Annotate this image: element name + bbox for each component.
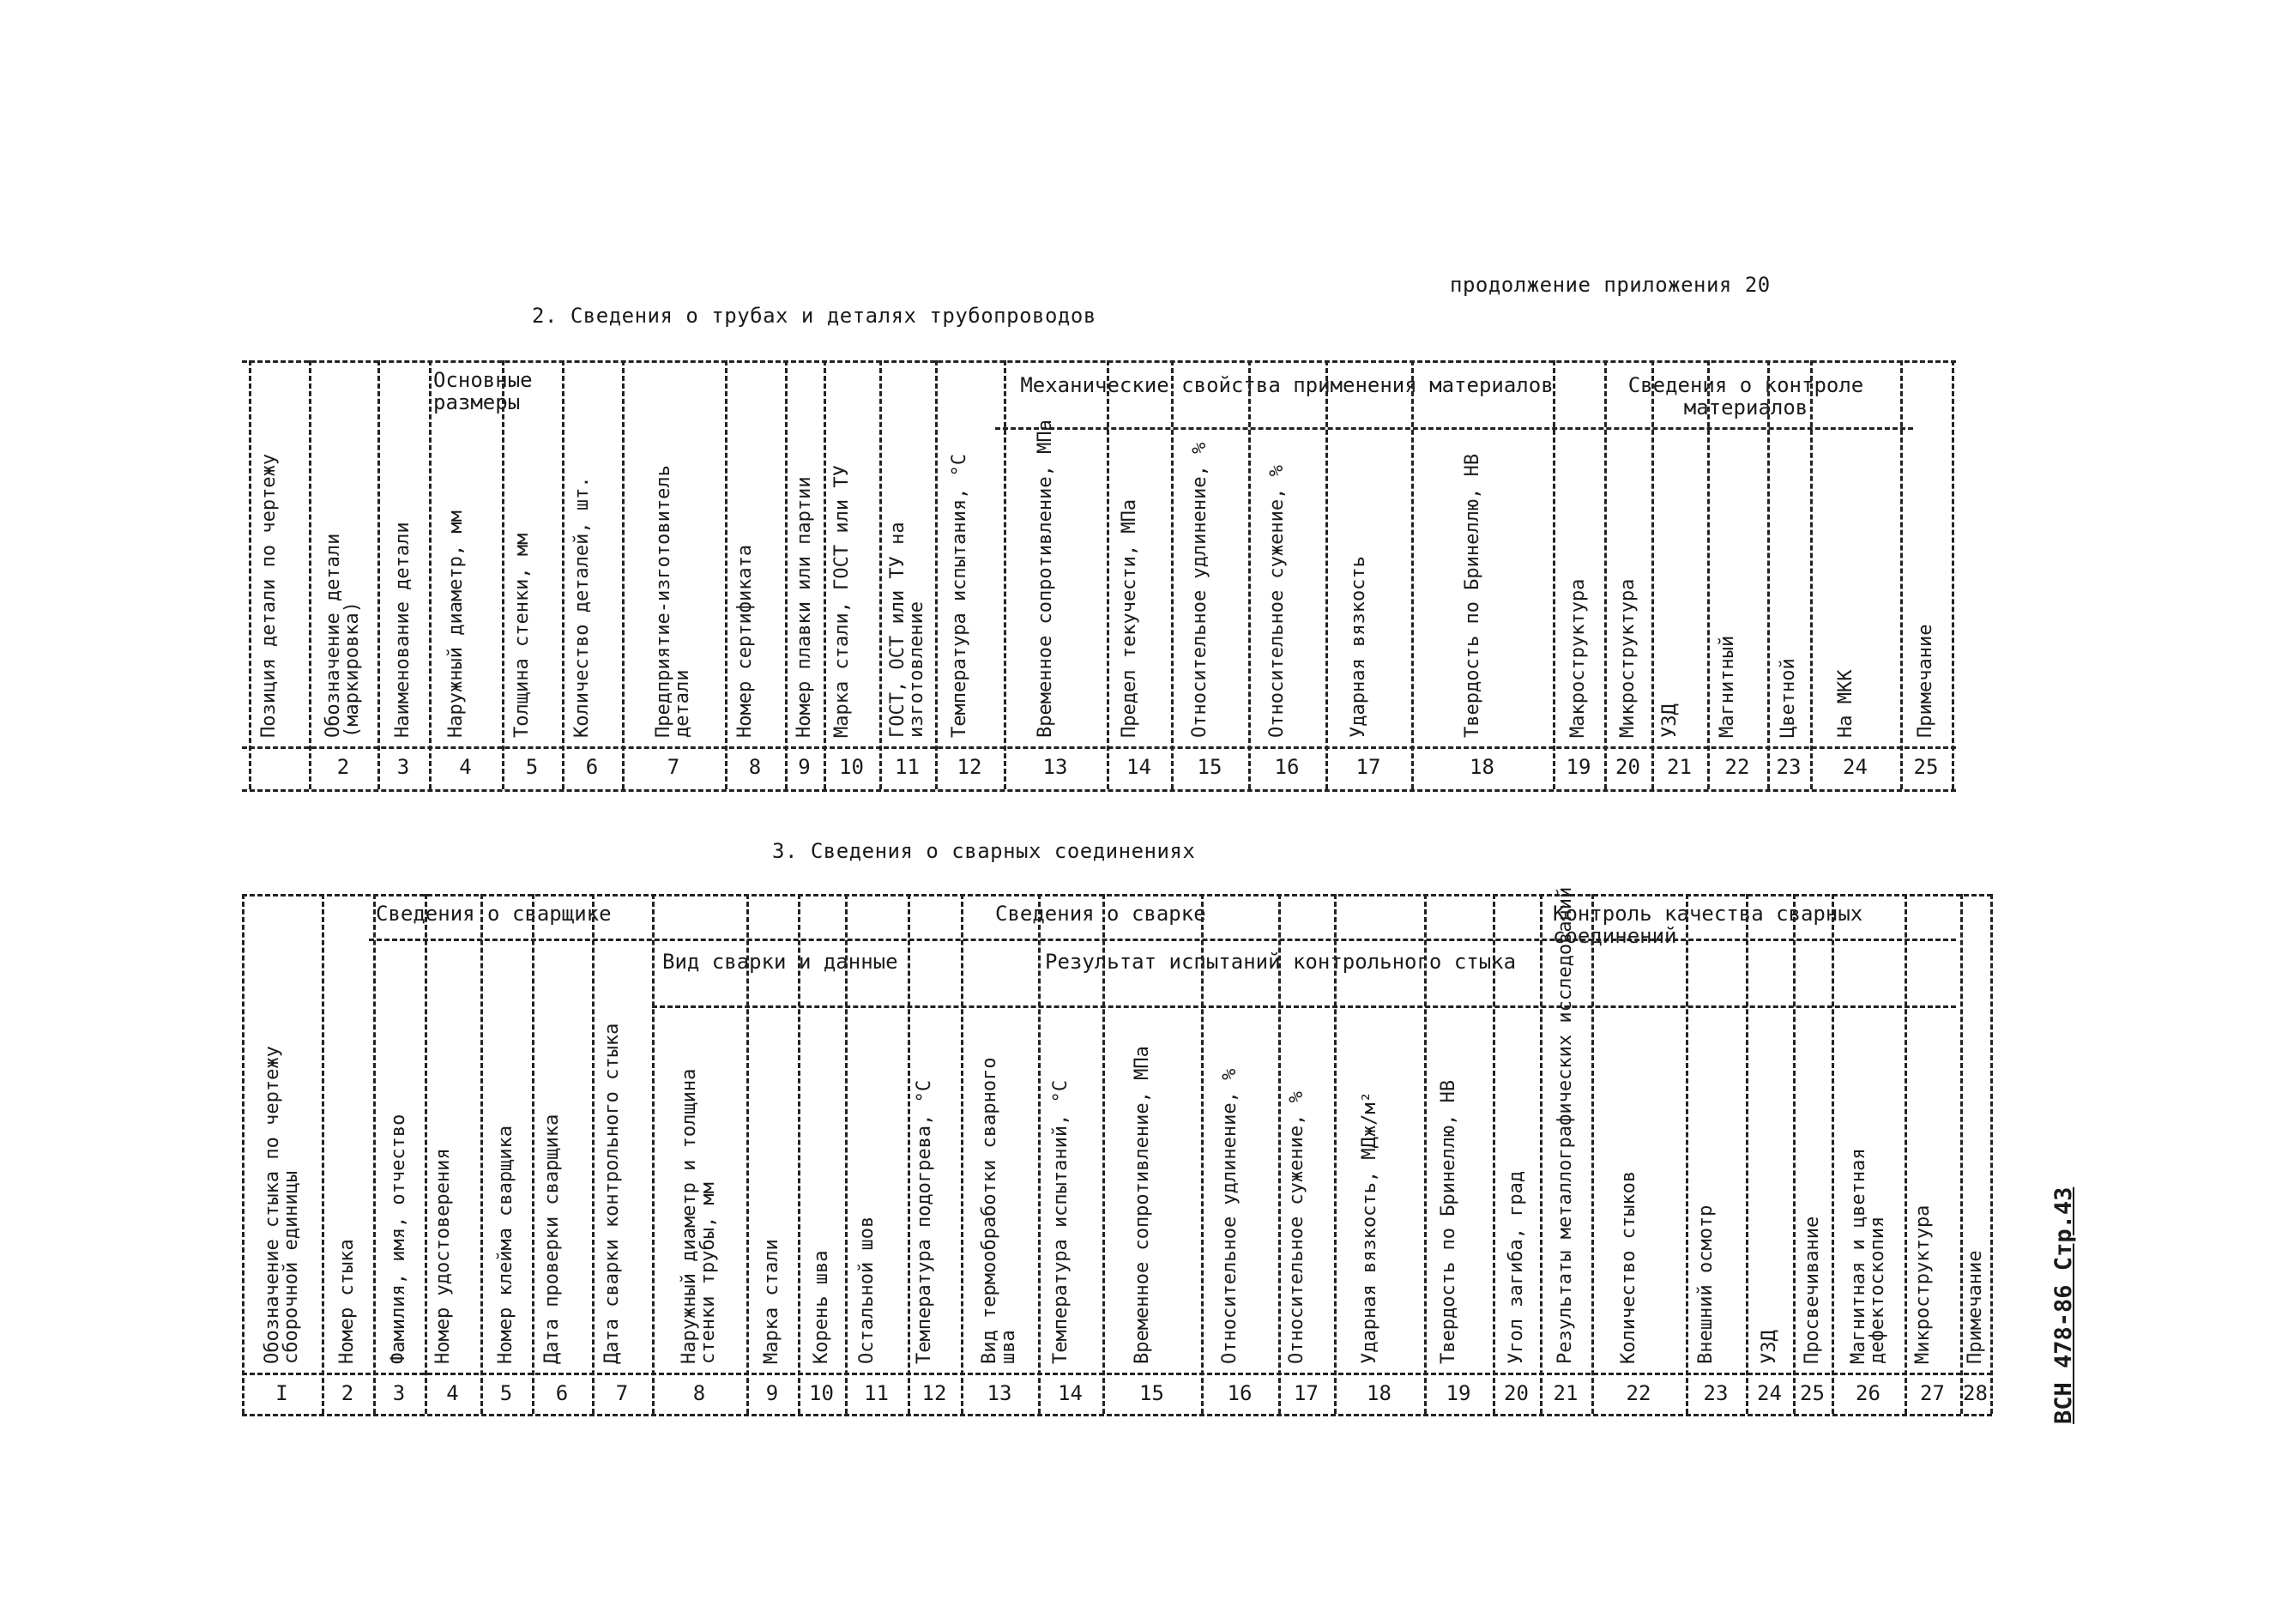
grid-line [798,894,800,1414]
grid-line [1201,894,1204,1414]
table3-column-number: 18 [1367,1381,1392,1405]
table2-column-header: Толщина стенки, мм [511,533,533,738]
table3-title: 3. Сведения о сварных соединениях [772,839,1196,863]
table2-column-number: 10 [839,755,864,779]
table2-column-header: Магнитный [1717,635,1738,738]
grid-line [1248,360,1251,789]
table2-column-header: Твердость по Бринеллю, НВ [1461,453,1483,738]
table2-column-number: 17 [1355,755,1381,779]
side-page-code: ВСН 478-86 Стр.43 [2050,1186,2077,1424]
table3-column-header: Остальной шов [855,1216,878,1364]
table3-column-header: Номер стыка [336,1239,358,1364]
table2-column-number: 19 [1566,755,1591,779]
grid-line [1832,894,1834,1414]
table2-column-number: 13 [1042,755,1068,779]
table2-column-number: 23 [1776,755,1802,779]
table2-column-header: Температура испытания, °C [949,453,970,738]
grid-line [1334,894,1337,1414]
grid-line [1686,894,1688,1414]
grid-line [1424,894,1427,1414]
grid-line [1793,894,1796,1414]
table3-column-number: 8 [692,1381,706,1405]
grid-line [1325,360,1328,789]
table2-column-number: 5 [525,755,539,779]
table3-column-header: Марка стали [761,1239,782,1364]
table3-column-number: 26 [1856,1381,1881,1405]
table3-column-header: Вид термообработки сварного шва [979,1057,1019,1364]
table2-group-control: Сведения о контроле материалов [1627,373,1864,420]
table3-column-header: Обозначение стыка по чертежу сборочной единицы [261,1046,302,1364]
table2-column-header: Количество деталей, шт. [571,476,593,738]
table2-column-header: Относительное сужение, % [1266,465,1288,738]
grid-line [502,360,504,789]
table3-column-number: I [275,1381,288,1405]
grid-line [1952,360,1954,789]
grid-line [1004,360,1006,789]
table3-column-header: Примечание [1964,1250,1986,1364]
table3-column-number: 22 [1626,1381,1651,1405]
table2-group-dimensions: Основные размеры [433,368,533,414]
grid-line [532,894,534,1414]
table2-column-number: 8 [748,755,762,779]
table2-column-number: 2 [336,755,350,779]
grid-line [429,360,432,789]
table3-group-welder: Сведения о сварщике [376,902,612,926]
table3-column-header: Микроструктура [1911,1204,1934,1364]
table3-column-header: Дата проверки сварщика [541,1114,563,1364]
table2-column-header: Позиция детали по чертежу [258,453,280,738]
grid-line [249,360,251,789]
table2-column-header: УЗД [1658,703,1681,738]
grid-line [425,894,427,1414]
table2-column-number: 9 [798,755,811,779]
grid-line [1990,894,1993,1414]
table3-column-header: Количество стыков [1618,1170,1639,1364]
table2-column-header: Номер плавки или партии [793,476,815,738]
table3-group-welding: Сведения о сварке [995,902,1206,926]
grid-line [1604,360,1607,789]
table2-column-number: 21 [1667,755,1692,779]
grid-line [1171,360,1174,789]
table3-column-number: 21 [1553,1381,1579,1405]
grid-line [592,894,595,1414]
grid-line [845,894,848,1414]
table3-group-type: Вид сварки и данные [662,950,898,974]
table2-column-number: 18 [1470,755,1494,779]
table3-column-number: 10 [809,1381,834,1405]
table2-column-number: 24 [1843,755,1868,779]
grid-line [1493,894,1495,1414]
table2-column-number: 15 [1197,755,1222,779]
table3-column-header: Номер удостоверения [432,1148,454,1364]
grid-line [622,360,625,789]
grid-line [1905,894,1907,1414]
grid-line [1553,360,1555,789]
table2-column-header: Макроструктура [1567,578,1589,738]
grid-line [1411,360,1414,789]
grid-line [322,894,324,1414]
table3-group-control: Контроль качества сварных соединений [1553,902,1863,948]
table2-group-mechanical: Механические свойства применения материалов [1020,373,1554,397]
table2-column-number: 3 [396,755,410,779]
grid-line [1540,894,1542,1414]
table2-column-number: 14 [1126,755,1151,779]
table2-column-number: 4 [459,755,472,779]
grid-line [1767,360,1770,789]
table2-column-header: Обозначение детали (маркировка) [323,533,363,738]
table3-column-header: УЗД [1758,1330,1780,1364]
table3-column-header: Относительное сужение, % [1285,1091,1307,1364]
grid-line [1102,894,1105,1414]
table3-column-header: Результаты металлографических исследований [1555,886,1576,1364]
table3-column-number: 9 [765,1381,779,1405]
table3-column-header: Внешний осмотр [1695,1204,1717,1364]
continuation-caption: продолжение приложения 20 [1450,273,1771,297]
grid-line [1278,894,1281,1414]
table3-column-header: Температура подогрева, °C [914,1079,935,1364]
table2-title: 2. Сведения о трубах и деталях трубопроводов [532,304,1096,328]
table3-column-number: 15 [1139,1381,1164,1405]
table2-column-number: 16 [1274,755,1300,779]
table3-column-number: 14 [1058,1381,1083,1405]
table3-column-number: 23 [1703,1381,1729,1405]
table3-column-number: 19 [1446,1381,1471,1405]
table2-column-number: 12 [957,755,982,779]
table3-column-header: Просвечивание [1801,1216,1823,1364]
table3-column-number: 2 [341,1381,354,1405]
table3-column-header: Температура испытаний, °C [1049,1079,1072,1364]
grid-line [961,894,963,1414]
table3-column-header: Номер клейма сварщика [495,1125,516,1364]
grid-line [879,360,882,789]
table2-column-header: На МКК [1834,669,1856,738]
grid-line [652,894,655,1414]
grid-line [785,360,788,789]
grid-line [824,360,826,789]
table3-column-number: 20 [1504,1381,1529,1405]
grid-line [908,894,910,1414]
table3-column-number: 4 [446,1381,459,1405]
table2-column-header: Номер сертификата [734,544,756,738]
table3-column-header: Относительное удлинение, % [1219,1068,1241,1364]
table3-column-number: 7 [615,1381,629,1405]
table3-column-header: Твердость по Бринеллю, НВ [1438,1079,1459,1364]
table3-column-number: 17 [1294,1381,1319,1405]
grid-line [1746,894,1748,1414]
table2-column-header: ГОСТ, ОСТ или ТУ на изготовление [886,522,927,738]
table2-column-number: 22 [1724,755,1750,779]
table2-column-header: Ударная вязкость [1348,556,1369,738]
table3-column-number: 5 [499,1381,513,1405]
grid-line [935,360,938,789]
table2-column-number: 20 [1615,755,1640,779]
table3-column-number: 3 [392,1381,406,1405]
table3-column-number: 25 [1800,1381,1825,1405]
table2-column-header: Примечание [1915,624,1936,738]
table3-column-header: Фамилия, имя, отчество [388,1114,409,1364]
grid-line [562,360,564,789]
grid-line [1107,360,1109,789]
table2-column-header: Наружный диаметр, мм [444,510,467,738]
table3-column-number: 11 [864,1381,889,1405]
table2-column-header: Марка стали, ГОСТ или ТУ [830,465,853,738]
grid-line [1960,894,1963,1414]
grid-line [242,894,244,1414]
table2-column-number: 7 [667,755,680,779]
table3-column-number: 24 [1757,1381,1782,1405]
grid-line [1900,360,1903,789]
grid-line [746,894,749,1414]
table3-column-header: Корень шва [810,1250,832,1364]
table2-column-header: Наименование детали [392,522,414,738]
grid-line [1038,894,1041,1414]
table3-column-number: 27 [1920,1381,1945,1405]
grid-line [725,360,727,789]
grid-line [1651,360,1654,789]
grid-line [1591,894,1594,1414]
table3-column-number: 6 [555,1381,569,1405]
grid-line [1810,360,1813,789]
table3-column-number: 13 [987,1381,1012,1405]
table3-column-header: Наружный диаметр и толщина стенки трубы, мм [679,1068,719,1364]
table2-column-header: Микроструктура [1616,578,1639,738]
table3-column-header: Временное сопротивление, МПа [1131,1046,1153,1364]
table3-column-header: Ударная вязкость, МДж/м² [1358,1091,1380,1364]
table2-column-header: Цветной [1778,658,1799,738]
table2-column-number: 6 [585,755,599,779]
table2-column-header: Предприятие-изготовитель детали [653,465,693,738]
table2-column-header: Временное сопротивление, МПа [1035,420,1056,738]
grid-line [373,894,376,1414]
grid-line [377,360,380,789]
table3-column-number: 12 [921,1381,947,1405]
table3-column-header: Угол загиба, град [1505,1170,1527,1364]
table3-column-header: Магнитная и цветная дефектоскопия [1847,1148,1888,1364]
table3-column-number: 16 [1227,1381,1253,1405]
table3-column-number: 28 [1963,1381,1988,1405]
table2-column-number: 25 [1913,755,1939,779]
table3-group-results: Результат испытаний контрольного стыка [1045,950,1517,974]
grid-line [480,894,483,1414]
grid-line [309,360,311,789]
table2-column-number: 11 [895,755,920,779]
table2-column-header: Предел текучести, МПа [1118,498,1140,738]
table2-column-header: Относительное удлинение, % [1189,442,1210,738]
grid-line [1707,360,1710,789]
table3-column-header: Дата сварки контрольного стыка [601,1023,623,1364]
